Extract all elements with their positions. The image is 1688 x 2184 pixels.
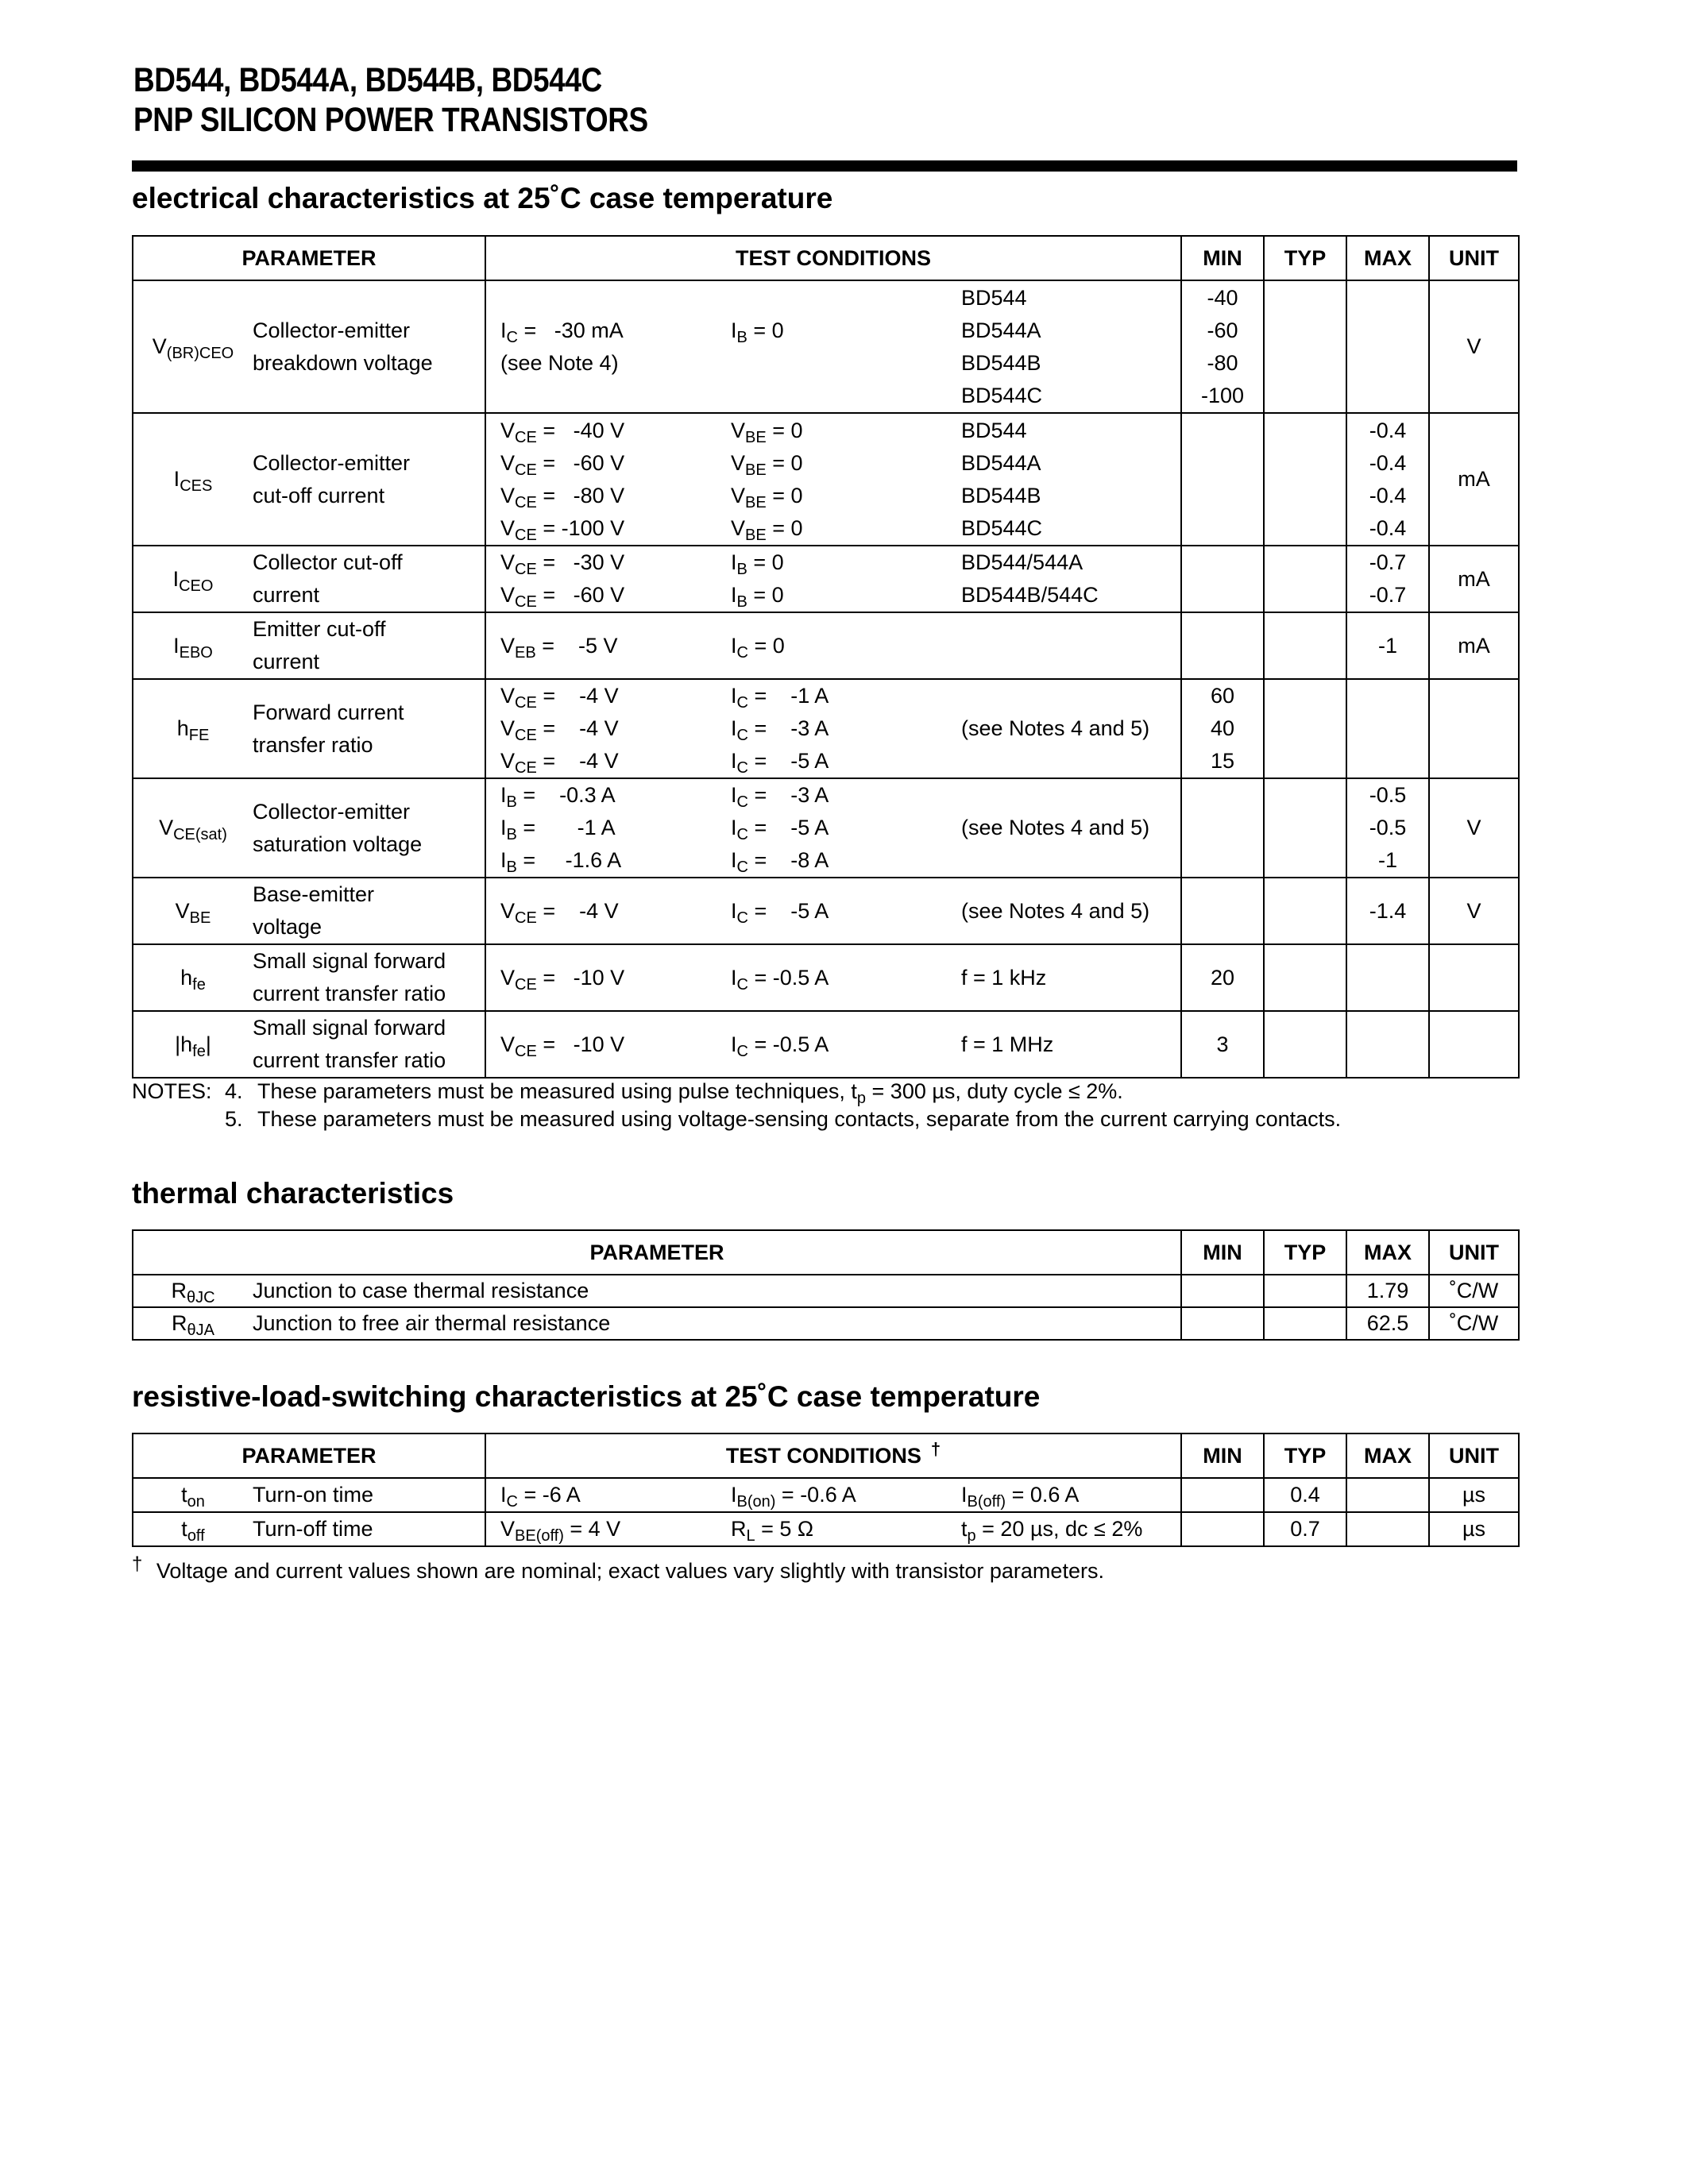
parameter-name: Collector-emitter saturation voltage [253,799,423,856]
min-cell [1181,1478,1264,1512]
table-row [133,413,1519,546]
table-row [133,1512,1519,1546]
thermal-characteristics-table [132,1229,1520,1341]
test-conditions-cell: $V_{CE}$ = -4 V $I_C$ = -5 A (see Notes 4 and 5) [485,878,1181,944]
typ-cell [1264,612,1346,679]
table-row [133,1307,1519,1340]
col-header-typ: TYP [1264,236,1346,280]
test-conditions-cell: BD544 $I_C = -30$ mA $I_B = 0$ BD544A (see Note 4) BD544B BD544C [485,280,1181,413]
max-cell: -1.4 [1346,878,1429,944]
table-header-row [133,236,1519,280]
switching-characteristics-table [132,1433,1520,1547]
col-header-test-conditions: TEST CONDITIONS † [485,1433,1181,1478]
col-header-typ: TYP [1264,1230,1346,1275]
col-header-unit: UNIT [1429,236,1519,280]
table-row [133,546,1519,612]
table-row [133,679,1519,778]
table-row [133,1011,1519,1078]
max-cell [1346,1478,1429,1512]
test-conditions-cell: $V_{CE} = -10$ V $I_C = -0.5$ A f = 1 MHz [485,1011,1181,1078]
unit-cell: V [1429,280,1519,413]
parameter-name: Collector cut-off current [253,550,403,607]
symbol: $I_{CEO}$ [172,566,214,595]
symbol: $h_{FE}$ [176,716,210,744]
parameter-cell [133,413,485,546]
test-conditions-cell: $V_{CE} = -40$ V $V_{BE} = 0$ BD544 $V_{CE} = -60$ V $V_{BE} = 0$ BD544A $V_{CE} = -80$ V $V_{BE} = 0$ BD544B $V_{CE} = -100$ V $V_{BE} = 0$ BD544C [485,413,1181,546]
test-conditions-cell: $I_C = -6$ A $I_{B(on)} = -0.6$ A $I_{B(off)} = 0.6$ A [485,1478,1181,1512]
table-row [133,1478,1519,1512]
max-cell [1346,679,1429,778]
parameter-cell [133,944,485,1011]
col-header-parameter: PARAMETER [133,236,485,280]
min-cell [1181,1307,1264,1340]
col-header-unit: UNIT [1429,1433,1519,1478]
parameter-cell [133,679,485,778]
symbol: $I_{EBO}$ [173,633,213,662]
table-row [133,778,1519,878]
col-header-min: MIN [1181,1433,1264,1478]
max-cell: -0.5 -0.5 -1 [1346,778,1429,878]
col-header-max: MAX [1346,1230,1429,1275]
typ-cell [1264,944,1346,1011]
typ-cell [1264,1011,1346,1078]
col-header-parameter: PARAMETER [133,1433,485,1478]
max-cell: -0.4 -0.4 -0.4 -0.4 [1346,413,1429,546]
parameter-cell [133,1011,485,1078]
min-cell: 60 40 15 [1181,679,1264,778]
parameter-name: Emitter cut-off current [253,617,386,673]
min-cell [1181,778,1264,878]
typ-cell [1264,679,1346,778]
parameter-name: Collector-emitter breakdown voltage [253,318,433,375]
min-cell [1181,612,1264,679]
parameter-cell [133,612,485,679]
col-header-max: MAX [1346,236,1429,280]
typ-cell [1264,1307,1346,1340]
typ-cell: 0.4 [1264,1478,1346,1512]
typ-cell [1264,280,1346,413]
unit-cell: mA [1429,413,1519,546]
table-row [133,878,1519,944]
electrical-section-title: electrical characteristics at 25˚C case temperature [132,182,833,214]
col-header-typ: TYP [1264,1433,1346,1478]
unit-cell [1429,1011,1519,1078]
parameter-cell: $t_{on}$ Turn-on time [133,1478,485,1512]
symbol: $V_{BE}$ [175,898,211,927]
note-4: NOTES: 4. These parameters must be measured using pulse techniques, $t_p = 300$ µs, duty cycle ≤ 2%. [132,1079,1123,1107]
symbol: $I_{CES}$ [173,467,213,495]
test-conditions-cell: $V_{CE} = -30$ V $I_B = 0$ BD544/544A $V_{CE} = -60$ V $I_B = 0$ BD544B/544C [485,546,1181,612]
max-cell [1346,1512,1429,1546]
parameter-cell [133,778,485,878]
table-header-row [133,1230,1519,1275]
col-header-unit: UNIT [1429,1230,1519,1275]
symbol: $V_{CE(sat)}$ [159,816,227,843]
parameter-name: Base-emitter voltage [253,882,375,939]
document-header [133,60,648,140]
parameter-name: Small signal forward current transfer ratio [253,1016,446,1072]
typ-cell [1264,878,1346,944]
col-header-test-conditions: TEST CONDITIONS [485,236,1181,280]
max-cell [1346,280,1429,413]
test-conditions-cell: $I_B$ = -0.3 A $I_C$ = -3 A $I_B$ = -1 A $I_C$ = -5 A (see Notes 4 and 5) $I_B$ = -1.6 A $I_C$ = -8 A [485,778,1181,878]
header-rule [132,160,1517,172]
parameter-name: Forward current transfer ratio [253,700,404,757]
unit-cell: µs [1429,1478,1519,1512]
min-cell [1181,1512,1264,1546]
parameter-name: Small signal forward current transfer ratio [253,949,446,1005]
max-cell [1346,944,1429,1011]
unit-cell: µs [1429,1512,1519,1546]
min-cell: -40 -60 -80 -100 [1181,280,1264,413]
switching-section-title: resistive-load-switching characteristics at 25˚C case temperature [132,1380,1041,1413]
typ-cell: 0.7 [1264,1512,1346,1546]
parameter-cell: $R_{\theta JA}$ Junction to free air thermal resistance [133,1307,1181,1340]
min-cell [1181,413,1264,546]
unit-cell: V [1429,878,1519,944]
unit-cell: mA [1429,612,1519,679]
col-header-max: MAX [1346,1433,1429,1478]
max-cell: 62.5 [1346,1307,1429,1340]
parameter-cell [133,280,485,413]
max-cell: -0.7 -0.7 [1346,546,1429,612]
min-cell: 3 [1181,1011,1264,1078]
unit-cell [1429,679,1519,778]
test-conditions-cell: $V_{CE} = -10$ V $I_C = -0.5$ A f = 1 kHz [485,944,1181,1011]
max-cell [1346,1011,1429,1078]
footnote-dagger: † [132,1553,143,1575]
test-conditions-cell: $V_{EB}$ = -5 V $I_C = 0$ [485,612,1181,679]
col-header-min: MIN [1181,236,1264,280]
min-cell: 20 [1181,944,1264,1011]
unit-cell: mA [1429,546,1519,612]
parameter-cell: $t_{off}$ Turn-off time [133,1512,485,1546]
typ-cell [1264,778,1346,878]
min-cell [1181,878,1264,944]
col-header-min: MIN [1181,1230,1264,1275]
parameter-cell [133,546,485,612]
max-cell: 1.79 [1346,1275,1429,1307]
symbol: $h_{fe}$ [180,965,206,994]
symbol: $|h_{fe}|$ [175,1032,211,1060]
min-cell [1181,1275,1264,1307]
table-row [133,944,1519,1011]
test-conditions-cell: $V_{CE}$ = -4 V $I_C$ = -1 A $V_{CE}$ = -4 V $I_C$ = -3 A (see Notes 4 and 5) $V_{CE}$ = -4 V $I_C$ = -5 A [485,679,1181,778]
unit-cell: V [1429,778,1519,878]
parameter-name: Collector-emitter cut-off current [253,450,411,507]
table-row [133,1275,1519,1307]
parameter-cell: $R_{\theta JC}$ Junction to case thermal resistance [133,1275,1181,1307]
dagger-mark: † [930,1438,941,1459]
typ-cell [1264,546,1346,612]
table-row [133,280,1519,413]
unit-cell: ˚C/W [1429,1307,1519,1340]
test-conditions-cell: $V_{BE(off)} = 4$ V $R_L = 5$ Ω $t_p = 20$ µs, dc ≤ 2% [485,1512,1181,1546]
col-header-parameter: PARAMETER [133,1230,1181,1275]
table-header-row [133,1433,1519,1478]
header-product-type: PNP SILICON POWER TRANSISTORS [133,101,648,139]
min-cell [1181,546,1264,612]
parameter-cell [133,878,485,944]
header-part-numbers: BD544, BD544A, BD544B, BD544C [133,61,602,99]
unit-cell [1429,944,1519,1011]
thermal-section-title: thermal characteristics [132,1177,454,1210]
typ-cell [1264,413,1346,546]
unit-cell: ˚C/W [1429,1275,1519,1307]
typ-cell [1264,1275,1346,1307]
symbol: $V_{(BR)CEO}$ [152,334,234,362]
switching-footnote: † Voltage and current values shown are nominal; exact values vary slightly with transistor parameters. [132,1553,1104,1583]
table-row [133,612,1519,679]
max-cell: -1 [1346,612,1429,679]
electrical-characteristics-table [132,235,1520,1078]
